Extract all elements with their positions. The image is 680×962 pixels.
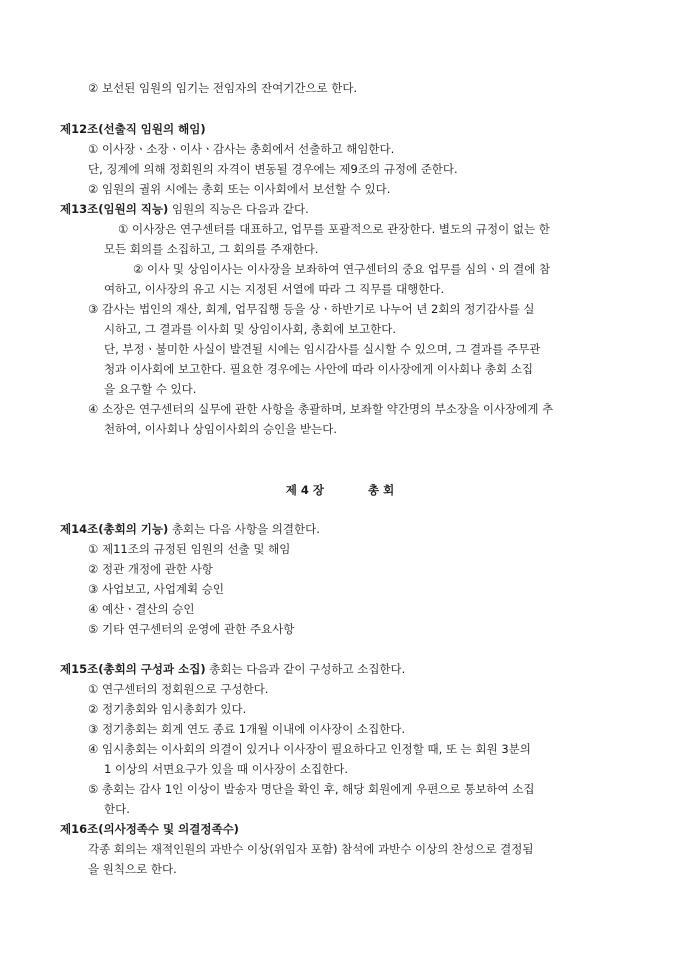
article-12-title: 제12조(선출직 임원의 해임) (60, 122, 206, 136)
article-16-title: 제16조(의사정족수 및 의결정족수) (60, 822, 239, 836)
article-15-line-4-a: ④ 임시총회는 이사회의 의결이 있거나 이사장이 필요하다고 인정할 때, 또 는 회원 3분의 (88, 742, 531, 756)
article-15-intro: 총회는 다음과 같이 구성하고 소집한다. (209, 662, 406, 676)
article-13-p3-e: 을 요구할 수 있다. (104, 382, 197, 396)
article-14-item: ⑤ 기타 연구센터의 운영에 관한 주요사항 (88, 622, 295, 636)
article-15-line-2: ② 정기총회와 임시총회가 있다. (88, 702, 247, 716)
article-13-p3-d: 청과 이사회에 보고한다. 필요한 경우에는 사안에 따라 이사장에게 이사회나 총회 소집 (104, 362, 534, 376)
article-12-line-1: ① 이사장ㆍ소장ㆍ이사ㆍ감사는 총회에서 선출하고 해임한다. (88, 142, 395, 156)
article-13-p4-b: 천하여, 이사회나 상임이사회의 승인을 받는다. (104, 422, 338, 436)
article-12-line-3: ② 임원의 궐위 시에는 총회 또는 이사회에서 보선할 수 있다. (88, 182, 391, 196)
chapter-number: 제 4 장 (285, 483, 324, 497)
article-15-title: 제15조(총회의 구성과 소집) (60, 662, 206, 676)
intro-line: ② 보선된 임원의 임기는 전임자의 잔여기간으로 한다. (88, 81, 358, 95)
article-13-p2-b: 여하고, 이사장의 유고 시는 지정된 서열에 따라 그 직무를 대행한다. (104, 282, 445, 296)
article-13-p4-a: ④ 소장은 연구센터의 실무에 관한 사항을 총괄하며, 보좌할 약간명의 부소장을 이사장에게 추 (88, 402, 554, 416)
article-14-item: ③ 사업보고, 사업계획 승인 (88, 582, 225, 596)
article-15-line-5-a: ⑤ 총회는 감사 1인 이상이 발송자 명단을 확인 후, 해당 회원에게 우편으로 통보하여 소집 (88, 782, 535, 796)
article-13-title: 제13조(임원의 직능) (60, 202, 169, 216)
article-12-line-2: 단, 징계에 의해 정회원의 자격이 변동될 경우에는 제9조의 규정에 준한다. (88, 162, 458, 176)
article-15-line-3: ③ 정기총회는 회계 연도 종료 1개월 이내에 이사장이 소집한다. (88, 722, 406, 736)
article-14-item: ① 제11조의 규정된 임원의 선출 및 해임 (88, 542, 291, 556)
article-15-heading (60, 661, 405, 677)
article-13-p3-c: 단, 부정ㆍ불미한 사실이 발견될 시에는 임시감사를 실시할 수 있으며, 그 결과를 주무관 (104, 342, 541, 356)
article-13-heading (60, 201, 309, 217)
article-13-p2-a: ② 이사 및 상임이사는 이사장을 보좌하여 연구센터의 중요 업무를 심의ㆍ의 결에 참 (133, 262, 551, 276)
article-13-p1-b: 모든 회의를 소집하고, 그 회의를 주재한다. (104, 242, 319, 256)
article-14-item: ④ 예산ㆍ결산의 승인 (88, 602, 195, 616)
article-15-line-4-b: 1 이상의 서면요구가 있을 때 이사장이 소집한다. (104, 762, 348, 776)
article-13-p1-a: ① 이사장은 연구센터를 대표하고, 업무를 포괄적으로 관장한다. 별도의 규정이 없는 한 (118, 222, 550, 236)
article-13-p3-a: ③ 감사는 법인의 재산, 회계, 업무집행 등을 상ㆍ하반기로 나누어 년 2회의 정기감사를 실 (88, 302, 535, 316)
article-13-p3-b: 시하고, 그 결과를 이사회 및 상임이사회, 총회에 보고한다. (104, 322, 397, 336)
chapter-title: 총 회 (368, 483, 395, 497)
chapter-heading (0, 481, 680, 499)
article-13-intro: 임원의 직능은 다음과 같다. (171, 202, 309, 216)
article-14-title: 제14조(총회의 기능) (60, 522, 169, 536)
article-14-item: ② 정관 개정에 관한 사항 (88, 562, 213, 576)
article-16-line-1: 각종 회의는 재적인원의 과반수 이상(위임자 포함) 참석에 과반수 이상의 찬성으로 결정됨 (88, 842, 534, 856)
article-14-intro: 총회는 다음 사항을 의결한다. (171, 522, 320, 536)
article-14-heading (60, 521, 320, 537)
article-15-line-5-b: 한다. (104, 802, 130, 816)
article-16-line-2: 을 원칙으로 한다. (88, 862, 177, 876)
article-15-line-1: ① 연구센터의 정회원으로 구성한다. (88, 682, 269, 696)
